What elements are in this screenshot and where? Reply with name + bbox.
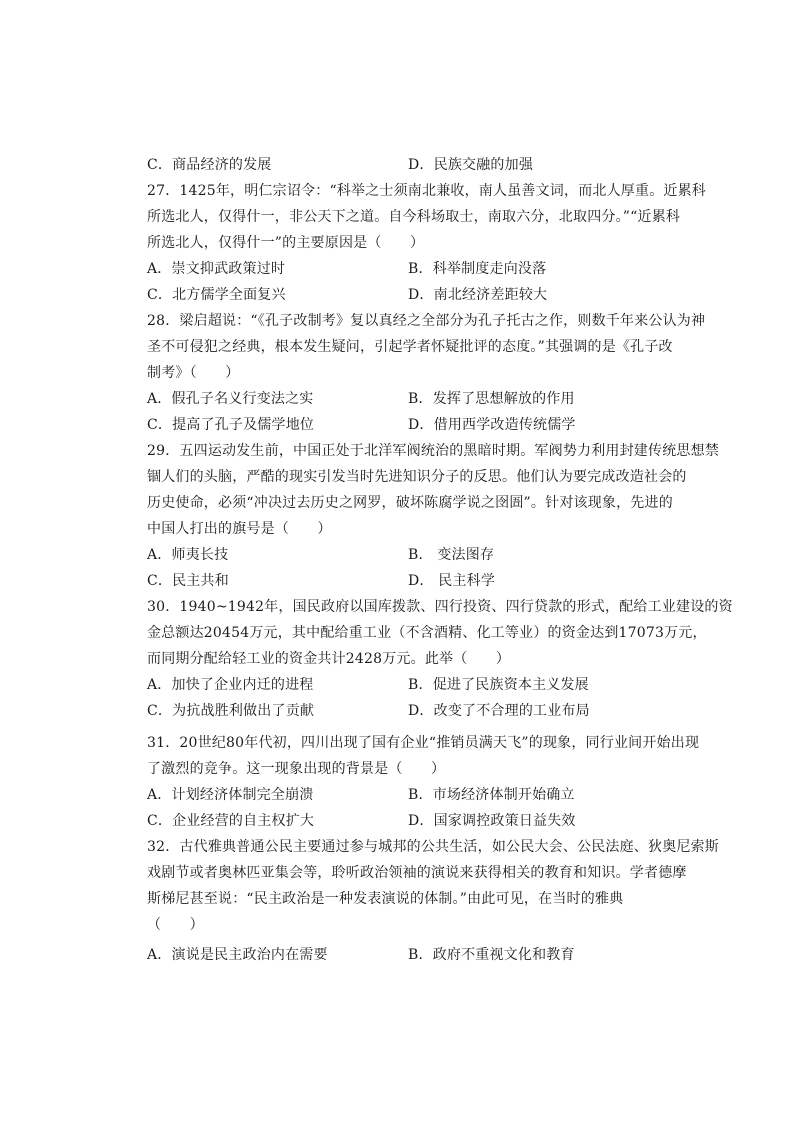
q30-option-d[interactable]: D．改变了不合理的工业布局 [408,703,590,719]
q32-stem-line-1: 32．古代雅典普通公民主要通过参与城邦的公共生活，如公民大会、公民法庭、狄奥尼索斯 [147,839,720,855]
q29-stem-line-1: 29．五四运动发生前，中国正处于北洋军阀统治的黑暗时期。军阀势力利用封建传统思想禁 [147,443,720,459]
q31-option-b[interactable]: B．市场经济体制开始确立 [408,787,575,803]
q29-option-c[interactable]: C．民主共和 [147,573,229,589]
q30-option-b[interactable]: B．促进了民族资本主义发展 [408,677,589,693]
q29-option-b[interactable]: B． 变法图存 [408,547,495,563]
q29-option-d[interactable]: D． 民主科学 [408,573,496,589]
q32-option-a[interactable]: A．演说是民主政治内在需要 [147,947,328,963]
q29-option-a[interactable]: A．师夷长技 [147,547,229,563]
q27-stem-line-1: 27．1425年，明仁宗诏令：“科举之士须南北兼收，南人虽善文词，而北人厚重。近累科 [147,183,706,199]
q31-option-d[interactable]: D．国家调控政策日益失效 [408,813,576,829]
q31-option-c[interactable]: C．企业经营的自主权扩大 [147,813,315,829]
q27-option-a[interactable]: A．崇文抑武政策过时 [147,261,286,277]
q29-stem-line-4: 中国人打出的旗号是（ ） [147,521,332,537]
q31-stem-line-2: 了激烈的竞争。这一现象出现的背景是（ ） [147,761,446,777]
q32-stem-line-4: （ ） [147,917,204,933]
q28-option-b[interactable]: B．发挥了思想解放的作用 [408,391,575,407]
q28-stem-line-1: 28．梁启超说：“《孔子改制考》复以真经之全部分为孔子托古之作，则数千年来公认为神 [147,313,706,329]
q26-option-d[interactable]: D．民族交融的加强 [408,157,534,173]
q30-stem-line-3: 而同期分配给轻工业的资金共计2428万元。此举（ ） [147,651,511,667]
q27-stem-line-2: 所选北人，仅得什一，非公天下之道。自今科场取士，南取六分，北取四分。”“近累科 [147,209,681,225]
q28-stem-line-3: 制考》（ ） [147,365,240,381]
q31-option-a[interactable]: A．计划经济体制完全崩溃 [147,787,314,803]
q30-option-a[interactable]: A．加快了企业内迁的进程 [147,677,314,693]
q28-stem-line-2: 圣不可侵犯之经典，根本发生疑问，引起学者怀疑批评的态度。”其强调的是《孔子改 [147,339,673,355]
q28-option-a[interactable]: A．假孔子名义行变法之实 [147,391,314,407]
q27-stem-line-3: 所选北人，仅得什一”的主要原因是（ ） [147,235,425,251]
q28-option-d[interactable]: D．借用西学改造传统儒学 [408,417,576,433]
q28-option-c[interactable]: C．提高了孔子及儒学地位 [147,417,315,433]
q31-stem-line-1: 31．20世纪80年代初，四川出现了国有企业“推销员满天飞”的现象，同行业间开始出现 [147,735,700,751]
q27-option-d[interactable]: D．南北经济差距较大 [408,287,548,303]
q30-option-c[interactable]: C．为抗战胜利做出了贡献 [147,703,315,719]
q32-option-b[interactable]: B．政府不重视文化和教育 [408,947,575,963]
q32-stem-line-2: 戏剧节或者奥林匹亚集会等，聆听政治领袖的演说来获得相关的教育和知识。学者德摩 [147,865,687,881]
q30-stem-line-2: 金总额达20454万元，其中配给重工业（不含酒精、化工等业）的资金达到17073万元， [147,625,707,641]
q27-option-c[interactable]: C．北方儒学全面复兴 [147,287,286,303]
q29-stem-line-3: 历史使命，必须“冲决过去历史之网罗，破坏陈腐学说之囹圄”。针对该现象，先进的 [147,495,673,511]
q30-stem-line-1: 30．1940~1942年，国民政府以国库拨款、四行投资、四行贷款的形式，配给工业建设的资 [147,599,733,615]
q32-stem-line-3: 斯梯尼甚至说：“民主政治是一种发表演说的体制。”由此可见，在当时的雅典 [147,891,624,907]
q27-option-b[interactable]: B．科举制度走向没落 [408,261,547,277]
q29-stem-line-2: 锢人们的头脑，严酷的现实引发当时先进知识分子的反思。他们认为要完成改造社会的 [147,469,687,485]
q26-option-c[interactable]: C．商品经济的发展 [147,157,272,173]
